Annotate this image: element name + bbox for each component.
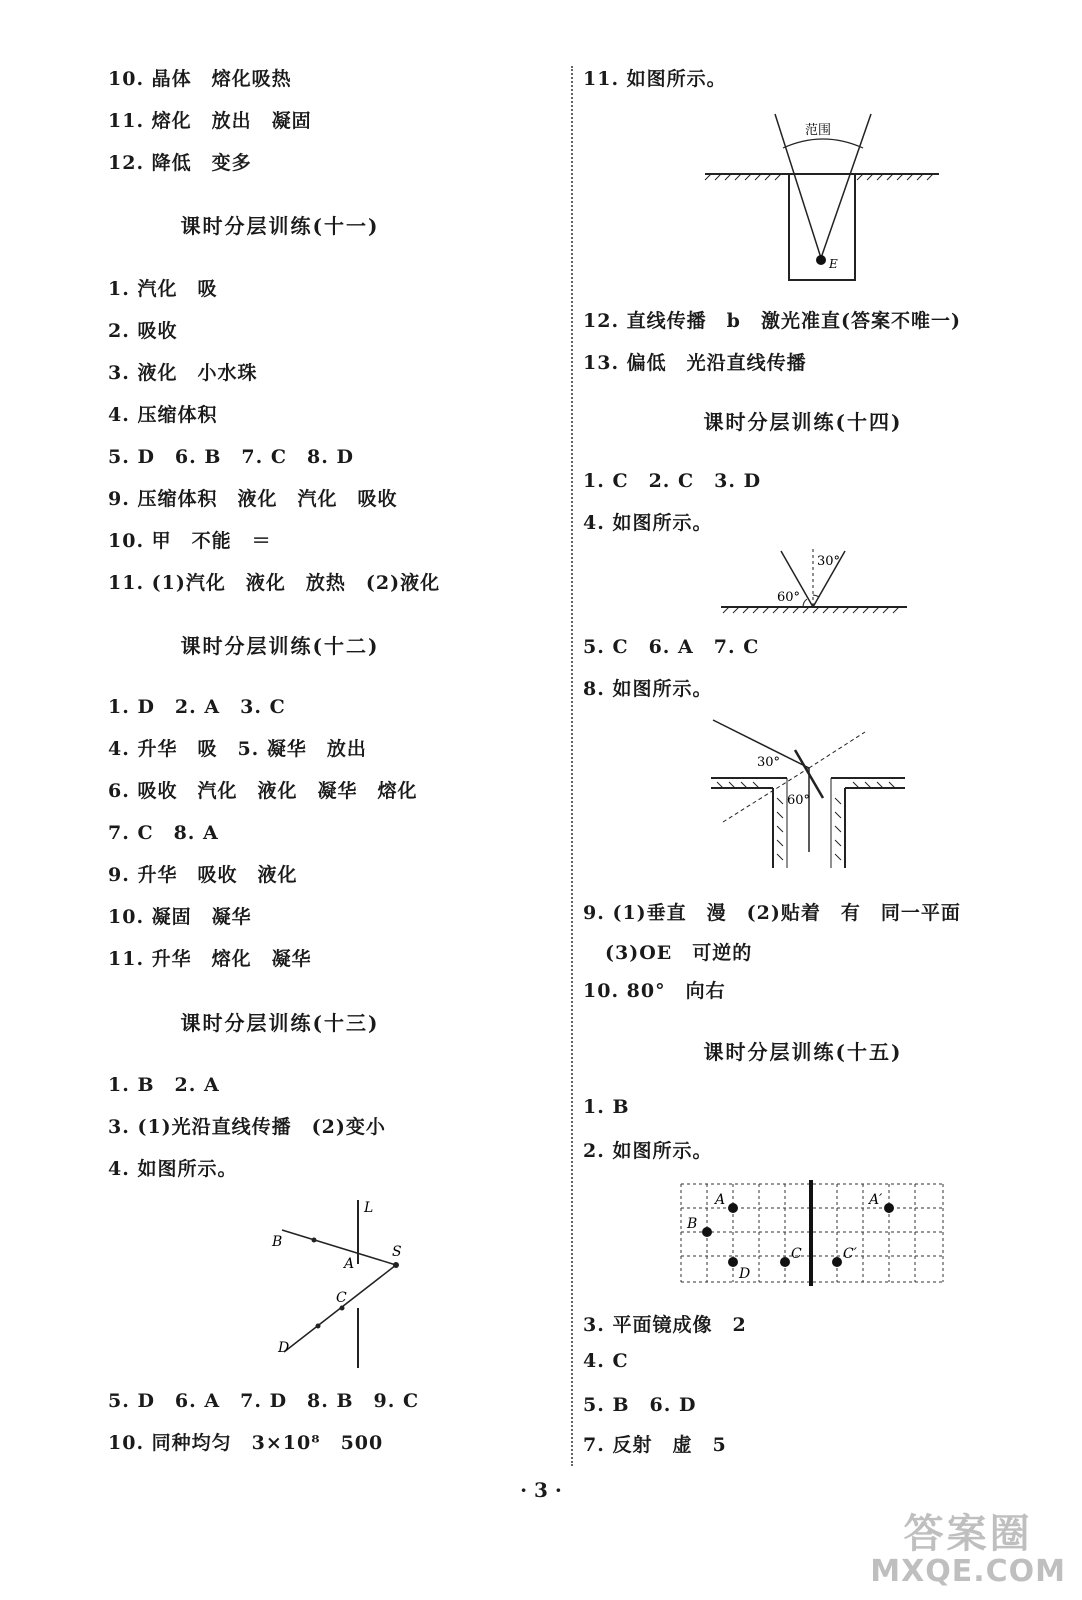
answer-line: 12. 降低 变多 (108, 152, 252, 174)
answer-line: 9. 升华 吸收 液化 (108, 864, 298, 886)
column-divider (571, 66, 573, 1466)
watermark-cn: 答案圈 (903, 1511, 1033, 1557)
answer-line: 9. 压缩体积 液化 汽化 吸收 (108, 488, 398, 510)
answer-line: 2. 如图所示。 (583, 1140, 713, 1162)
angle-arc (813, 595, 819, 597)
answer-line: 11. 升华 熔化 凝华 (108, 948, 312, 970)
point-d (316, 1324, 321, 1329)
answer-line: 9. (1)垂直 漫 (2)贴着 有 同一平面 (583, 902, 961, 924)
point-s (393, 1262, 399, 1268)
eye-point (816, 255, 826, 265)
answer-line: 4. 如图所示。 (108, 1158, 238, 1180)
normal-dashed-ext (809, 732, 865, 768)
label-c: C (336, 1290, 347, 1306)
answer-line: 5. C 6. A 7. C (583, 636, 760, 658)
figure-light-propagation (270, 1190, 420, 1370)
point-d (728, 1257, 738, 1267)
answer-line: 1. D 2. A 3. C (108, 696, 286, 718)
label-a: A (715, 1192, 726, 1208)
label-c: C (791, 1246, 802, 1262)
label-s: S (392, 1244, 402, 1260)
section-title: 课时分层训练(十二) (180, 634, 380, 658)
point-c-prime (832, 1257, 842, 1267)
watermark (870, 1512, 1066, 1588)
figure-reflection (719, 545, 909, 617)
angle-label: 30° (757, 755, 781, 770)
answer-line: 5. D 6. B 7. C 8. D (108, 446, 354, 468)
angle-label: 60° (787, 793, 811, 808)
section-title: 课时分层训练(十一) (180, 214, 380, 238)
answer-line: 13. 偏低 光沿直线传播 (583, 352, 807, 374)
section-title: 课时分层训练(十五) (703, 1040, 903, 1064)
point-c (340, 1306, 345, 1311)
section-title: 课时分层训练(十三) (180, 1011, 380, 1035)
point-b (312, 1238, 317, 1243)
ray-upper (282, 1230, 396, 1265)
angle-arc (803, 599, 807, 607)
range-label: 范围 (805, 123, 832, 138)
answer-line: (3)OE 可逆的 (605, 942, 753, 964)
answer-line: 1. B 2. A (108, 1074, 220, 1096)
angle-label: 30° (817, 554, 841, 569)
answer-line: 4. C (583, 1350, 629, 1372)
point-a (728, 1203, 738, 1213)
answer-line: 12. 直线传播 b 激光准直(答案不唯一) (583, 310, 961, 332)
page-number: · 3 · (520, 1478, 562, 1502)
answer-line: 1. B (583, 1096, 630, 1118)
answer-line: 10. 80° 向右 (583, 980, 726, 1002)
label-b: B (272, 1234, 283, 1250)
angle-label: 60° (777, 590, 801, 605)
label-d: D (739, 1266, 751, 1282)
figure-plane-mirror-grid (677, 1176, 947, 1288)
answer-line: 5. D 6. A 7. D 8. B 9. C (108, 1390, 420, 1412)
label-b: B (687, 1216, 698, 1232)
answer-line: 4. 如图所示。 (583, 512, 713, 534)
answer-line: 3. (1)光沿直线传播 (2)变小 (108, 1116, 386, 1138)
answer-line: 3. 平面镜成像 2 (583, 1314, 747, 1336)
figure-well-range (703, 108, 943, 288)
label-a: A (344, 1256, 355, 1272)
answer-line: 3. 液化 小水珠 (108, 362, 258, 384)
figure-mirror-channel (705, 712, 935, 872)
answer-line: 7. 反射 虚 5 (583, 1434, 727, 1456)
answer-line: 11. 熔化 放出 凝固 (108, 110, 312, 132)
answer-line: 10. 甲 不能 ＝ (108, 530, 272, 552)
answer-line: 1. 汽化 吸 (108, 278, 218, 300)
point-b (702, 1227, 712, 1237)
label-a-prime: A′ (869, 1192, 883, 1208)
answer-line: 10. 凝固 凝华 (108, 906, 252, 928)
answer-line: 11. (1)汽化 液化 放热 (2)液化 (108, 572, 441, 594)
point-c (780, 1257, 790, 1267)
label-l: L (364, 1200, 374, 1216)
answer-line: 10. 同种均匀 3×10⁸ 500 (108, 1432, 384, 1454)
answer-line: 2. 吸收 (108, 320, 178, 342)
answer-line: 7. C 8. A (108, 822, 219, 844)
answer-line: 4. 压缩体积 (108, 404, 218, 426)
range-arc (783, 139, 863, 148)
answer-line: 8. 如图所示。 (583, 678, 713, 700)
label-e: E (829, 257, 838, 271)
label-d: D (278, 1340, 290, 1356)
watermark-en: MXQE.COM (870, 1554, 1066, 1589)
section-title: 课时分层训练(十四) (703, 410, 903, 434)
answer-line: 11. 如图所示。 (583, 68, 727, 90)
answer-line: 10. 晶体 熔化吸热 (108, 68, 292, 90)
answer-line: 4. 升华 吸 5. 凝华 放出 (108, 738, 367, 760)
answer-line: 6. 吸收 汽化 液化 凝华 熔化 (108, 780, 418, 802)
label-c-prime: C′ (843, 1246, 857, 1262)
answer-line: 1. C 2. C 3. D (583, 470, 762, 492)
point-a-prime (884, 1203, 894, 1213)
answer-line: 5. B 6. D (583, 1394, 697, 1416)
